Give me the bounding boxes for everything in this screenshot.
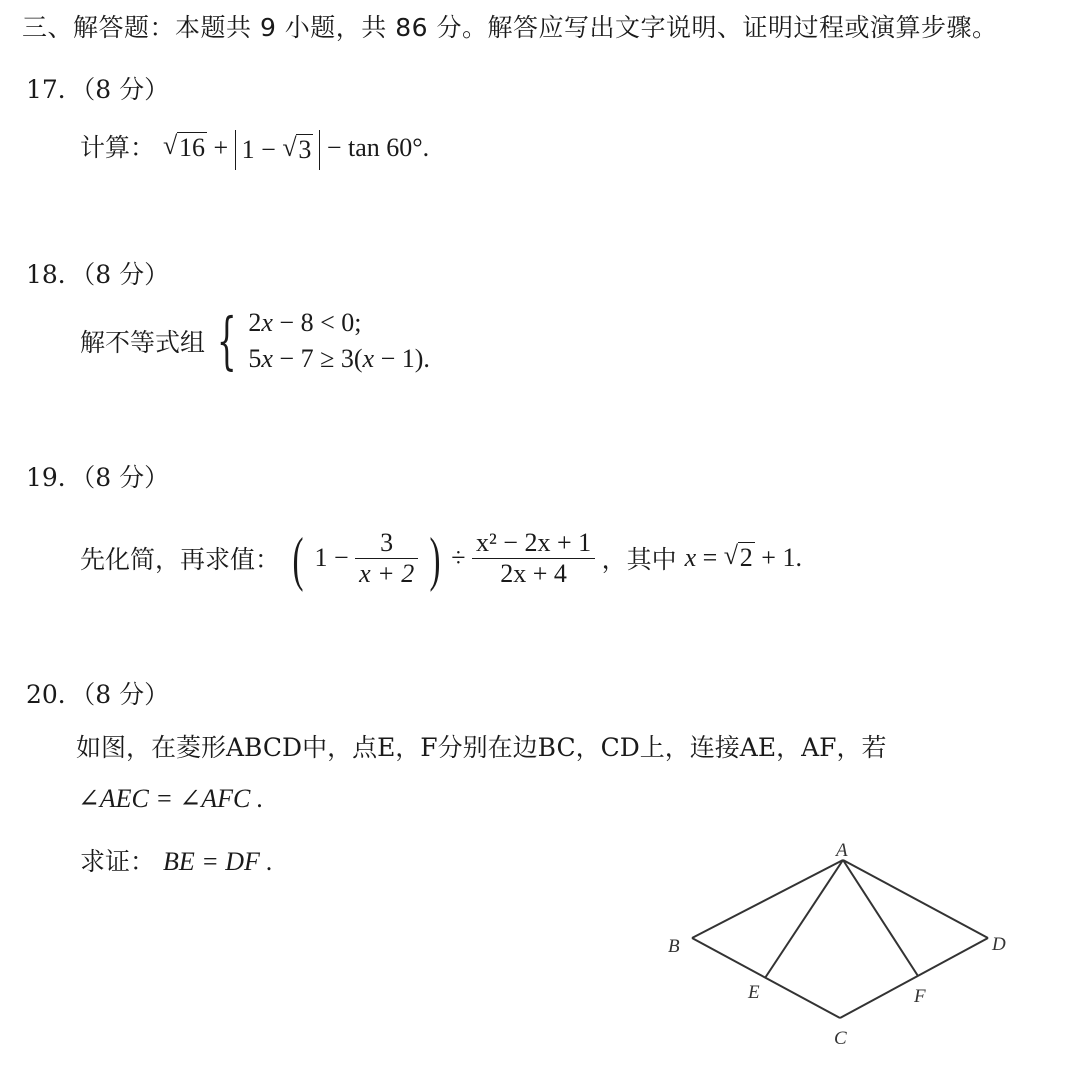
q20-line-1: 如图，在菱形ABCD中，点E，F分别在边BC，CD上，连接AE，AF，若 — [76, 733, 887, 762]
label-d: D — [992, 934, 1006, 955]
q19-x-var: x — [684, 542, 697, 572]
edge-ad — [843, 860, 988, 938]
label-c: C — [834, 1028, 847, 1049]
q18-body — [80, 305, 430, 377]
segment-ae — [765, 860, 843, 978]
q19-prefix: 先化简，再求值： — [80, 544, 281, 574]
q17-body — [80, 128, 429, 170]
q19-condition — [684, 540, 802, 572]
q19-end: . — [795, 542, 802, 572]
q19-sqrt-arg: 2 — [739, 542, 753, 572]
q17-expression — [162, 131, 430, 165]
q19-fraction-2 — [472, 528, 595, 589]
q19-body — [80, 525, 802, 592]
section-title: 三、解答题：本题共 9 小题，共 86 分。解答应写出文字说明、证明过程或演算步骤。 — [22, 13, 998, 42]
q19-equals: = — [696, 542, 718, 572]
q20-line-2: ∠AEC = ∠AFC . — [78, 784, 264, 813]
q19-where: ，其中 — [601, 544, 677, 574]
q19-frac1-num: 3 — [380, 528, 394, 557]
q17-end: . — [422, 133, 430, 162]
q17-number: 17．（8 分） — [26, 75, 170, 104]
q17-abs-minus: − — [261, 135, 276, 165]
edge-ab — [692, 860, 843, 938]
q17-plus: + — [213, 133, 229, 162]
q20-prove-statement: BE = DF . — [162, 847, 273, 876]
q19-right-paren: ) — [429, 525, 441, 592]
q17-abs-sqrt: √ 3 — [282, 133, 312, 165]
q17-sqrt: √ 16 — [162, 131, 205, 162]
q20-number: 20．（8 分） — [26, 680, 170, 709]
label-b: B — [668, 936, 680, 957]
q19-plus-one: + 1 — [761, 542, 796, 572]
q20-prove — [80, 842, 273, 878]
segment-af — [843, 860, 918, 976]
label-f: F — [914, 986, 926, 1007]
rhombus-lines — [692, 860, 988, 1018]
q19-left-paren: ( — [292, 525, 304, 592]
q18-brace: { — [216, 304, 237, 377]
q17-tail: − tan 60° — [326, 133, 423, 162]
rhombus-figure — [660, 832, 1020, 1057]
q17-sqrt-arg: 16 — [178, 133, 205, 162]
q19-inner-one: 1 − — [314, 543, 349, 573]
q18-inequality-1: 2x − 8 < 0; — [248, 308, 362, 337]
q17-abs-one: 1 — [241, 135, 255, 165]
q19-number: 19．（8 分） — [26, 463, 170, 492]
label-e: E — [748, 982, 760, 1003]
label-a: A — [836, 840, 848, 861]
q18-inequality-2: 5x − 7 ≥ 3(x − 1). — [248, 344, 430, 373]
q17-prefix: 计算： — [80, 133, 156, 162]
q18-system — [248, 305, 430, 377]
q19-frac2-num: x² − 2x + 1 — [475, 528, 592, 557]
q17-absolute-value — [235, 130, 321, 170]
q19-sqrt: √ 2 — [723, 540, 753, 572]
q19-frac1-den: x + 2 — [355, 558, 418, 589]
q20-prove-label: 求证： — [80, 847, 156, 876]
q19-frac2-den: 2x + 4 — [472, 558, 595, 589]
q18-prefix: 解不等式组 — [80, 328, 206, 357]
q19-divide: ÷ — [451, 543, 466, 573]
q19-expression — [288, 525, 602, 592]
q19-fraction-1 — [355, 528, 418, 589]
q18-number: 18．（8 分） — [26, 260, 170, 289]
q17-abs-sqrt-arg: 3 — [298, 135, 312, 165]
